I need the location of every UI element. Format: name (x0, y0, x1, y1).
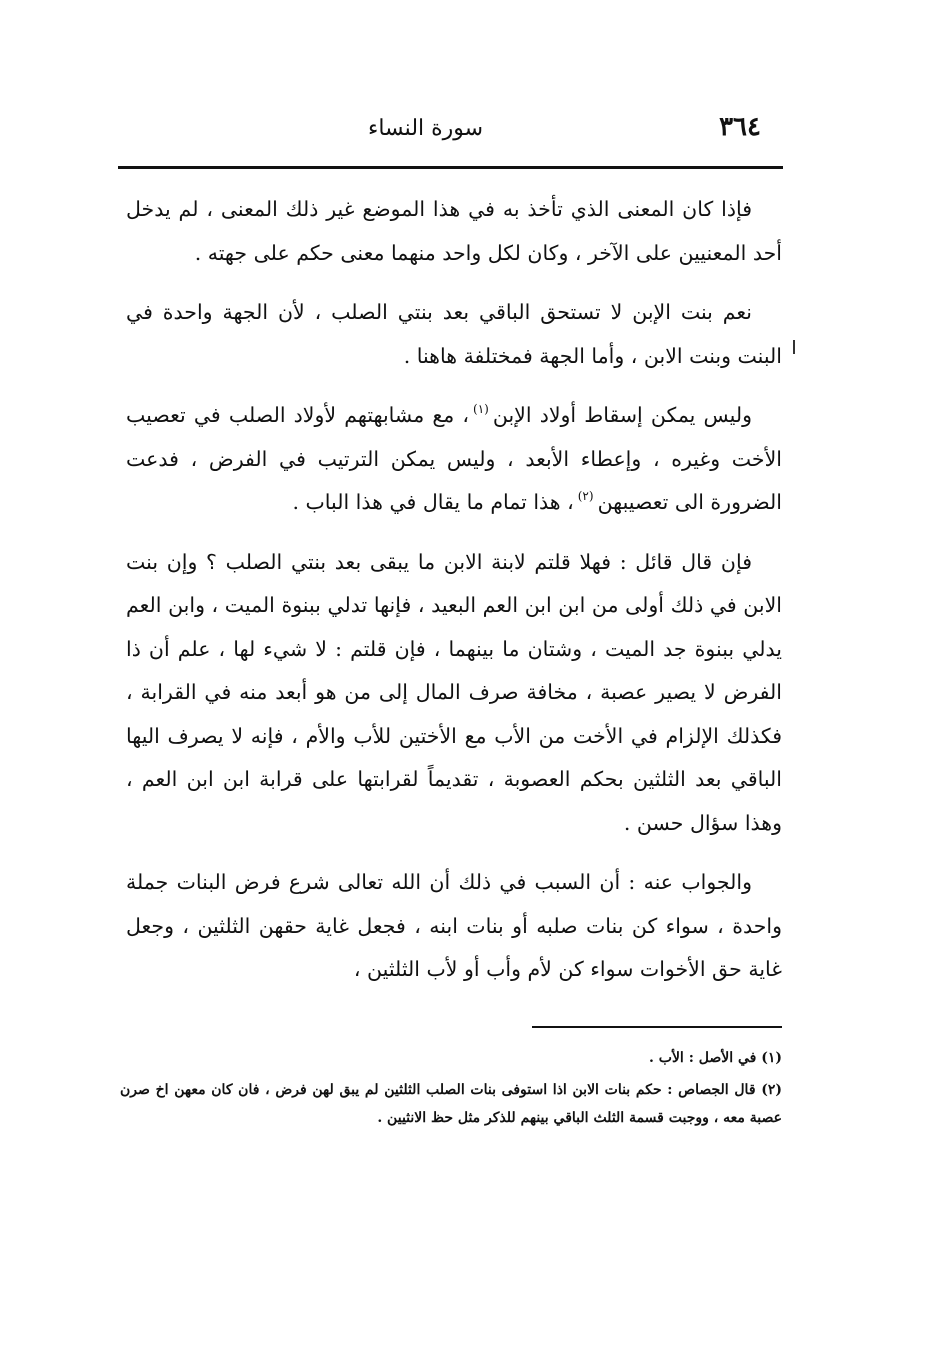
paragraph-text: والجواب عنه : أن السبب في ذلك أن الله تعالى شرع فرض البنات جملة واحدة ، سواء كن بنات صلبه أو بنات ابنه ، فجعل غاية حقهن الثلثين ، وجعل غاية حق الأخوات سواء كن لأم وأب أو لأب الثلثين ، (126, 870, 782, 981)
footnote-2: (٢) قال الجصاص : حكم بنات الابن اذا استوفى بنات الصلب الثلثين لم يبق لهن فرض ، فان كان معهن اخ صرن عصبة معه ، ووجبت قسمة الثلث الباقي بينهم للذكر مثل حظ الانثيين . (120, 1082, 782, 1126)
footnote-ref-2[interactable]: (٢) (577, 489, 594, 503)
paragraph-text: فإذا كان المعنى الذي تأخذ به في هذا الموضع غير ذلك المعنى ، لم يدخل أحد المعنيين على الآخر ، وكان لكل واحد منهما معنى حكم على جهته . (126, 197, 782, 265)
main-text (126, 188, 782, 992)
paragraph-1 (126, 188, 782, 275)
page-number: ٣٦٤ (719, 112, 761, 142)
paragraph-5 (126, 861, 782, 992)
footnote-1: (١) في الأصل : الأب . (649, 1050, 782, 1066)
paragraph-text: وليس يمكن إسقاط أولاد الإبن (492, 403, 752, 427)
paragraph-4 (126, 541, 782, 846)
footnotes (120, 1044, 782, 1132)
margin-mark (793, 340, 795, 354)
paragraph-2 (126, 291, 782, 378)
page-header (118, 112, 783, 152)
paragraph-text: نعم بنت الإبن لا تستحق الباقي بعد بنتي الصلب ، لأن الجهة واحدة في البنت وبنت الابن ، وأما الجهة فمختلفة هاهنا . (126, 300, 782, 368)
header-divider (118, 166, 783, 169)
footnote-ref-1[interactable]: (١) (473, 402, 489, 416)
paragraph-text: ، هذا تمام ما يقال في هذا الباب . (292, 490, 574, 514)
footnote-divider (532, 1026, 782, 1028)
surah-title: سورة النساء (368, 116, 484, 141)
paragraph-text: ، مع مشابهتهم لأولاد الصلب في تعصيب الأخت وغيره ، وإعطاء الأبعد ، وليس يمكن الترتيب في الفرض ، فدعت الضرورة الى تعصيبهن (126, 403, 782, 514)
paragraph-3 (126, 394, 782, 525)
paragraph-text: فإن قال قائل : فهلا قلتم لابنة الابن ما يبقى بعد بنتي الصلب ؟ وإن بنت الابن في ذلك أولى من ابن ابن العم البعيد ، فإنها تدلي ببنوة الميت ، وابن العم يدلي ببنوة جد الميت ، وشتان ما بينهما ، فإن قلتم : لا شيء لها ، علم أن ذا الفرض لا يصير عصبة ، مخافة صرف المال إلى من هو أبعد منه في القرابة ، فكذلك الإلزام في الأخت من الأب مع الأختين للأب والأم ، فإنه لا يصرف اليها الباقي بعد الثلثين بحكم العصوبة ، تقديماً لقرابتها على قرابة ابن ابن العم ، وهذا سؤال حسن . (126, 549, 782, 835)
